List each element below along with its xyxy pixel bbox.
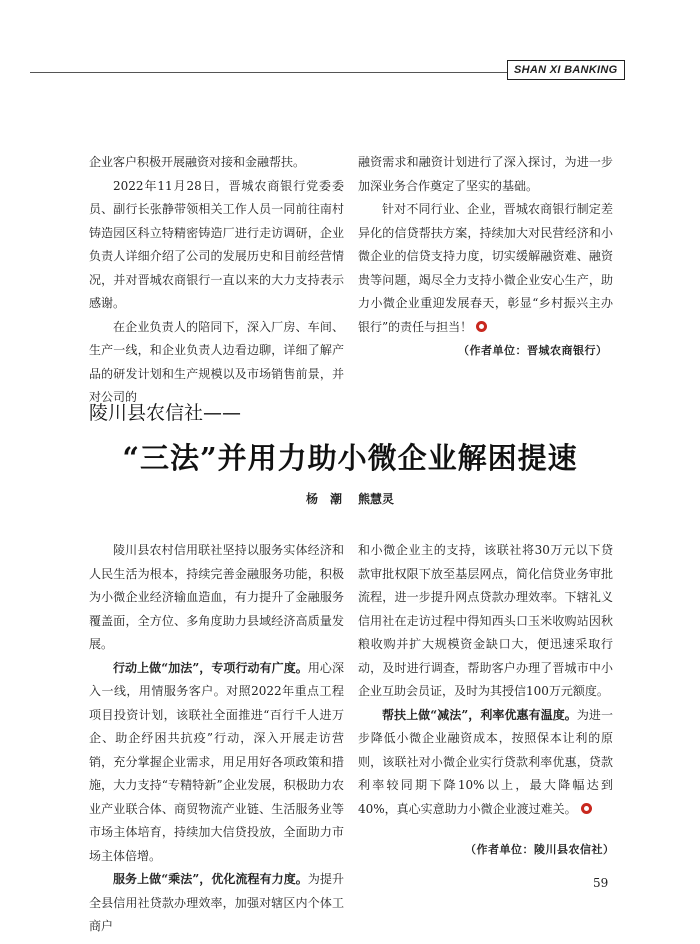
- article2-right-p1: 和小微企业主的支持，该联社将30万元以下贷款审批权限下放至基层网点，简化信贷业务审批流程，进一步提升网点贷款办理效率。下辖礼义信用社在走访过程中得知西头口玉米收购站因秋粮收购并扩大规模资金缺口大，便迅速采取行动，及时进行调查，帮助客户办理了晋城市中小企业互助会员证，及时为其授信100万元额度。: [358, 543, 613, 698]
- running-header: SHAN XI BANKING: [507, 60, 625, 80]
- article1-left-p3: 在企业负责人的陪同下，深入厂房、车间、生产一线，和企业负责人边看边聊，详细了解产品的研发计划和生产规模以及市场销售前景，并对公司的: [89, 319, 344, 404]
- article1-right-column: [358, 151, 613, 339]
- article2-kicker: 陵川县农信社——: [89, 402, 242, 424]
- section-lead: 服务上做“乘法”，优化流程有力度。: [113, 872, 308, 886]
- article1-author: （作者单位：晋城农商银行）: [458, 344, 608, 357]
- article2-author: （作者单位：陵川县农信社）: [465, 843, 615, 856]
- article1-left-p1: 企业客户积极开展融资对接和金融帮扶。: [89, 155, 306, 169]
- article2-byline: [0, 490, 700, 507]
- author-name: 熊慧灵: [358, 492, 395, 506]
- article2-right-column: [358, 539, 613, 821]
- section-lead: 帮扶上做“减法”，利率优惠有温度。: [382, 707, 577, 722]
- article1-left-p2: 2022年11月28日，晋城农商银行党委委员、副行长张静带领相关工作人员一同前往南村铸造园区科立特精密铸造厂进行走访调研，企业负责人详细介绍了公司的发展历史和目前经营情况，并对晋城农商银行一直以来的大力支持表示感谢。: [89, 178, 344, 310]
- page-number: 59: [593, 876, 609, 890]
- section-lead: 行动上做“加法”，专项行动有广度。: [113, 660, 308, 675]
- bank-logo-icon: [581, 803, 592, 814]
- article2-title: “三法”并用力助小微企业解困提速: [122, 441, 578, 475]
- article1-right-p2: [358, 198, 613, 339]
- article2-right-p2: 帮扶上做“减法”，利率优惠有温度。为进一步降低小微企业融资成本，按照保本让利的原则，该联社对小微企业实行贷款利率优惠，贷款利率较同期下降10%以上，最大降幅达到40%，真心实意助力小微企业渡过难关。: [358, 707, 613, 816]
- article1-right-p1: 融资需求和融资计划进行了深入探讨，为进一步加深业务合作奠定了坚实的基础。: [358, 155, 613, 193]
- article1-right-p2-text: 针对不同行业、企业，晋城农商银行制定差异化的信贷帮扶方案，持续加大对民营经济和小微企业的信贷支持力度，切实缓解融资难、融资贵等问题，竭尽全力支持小微企业安心生产，助力小微企业重迎发展春天，彰显“乡村振兴主办银行”的责任与担当！: [358, 202, 613, 334]
- article2-left-p2: 行动上做“加法”，专项行动有广度。用心深入一线，用情服务客户。对照2022年重点工程项目投资计划，该联社全面推进“百行千人进万企、助企纾困共抗疫”行动，深入开展走访营销，充分掌握企业需求，用足用好各项政策和措施，大力支持“专精特新”企业发展，积极助力农业产业联合体、商贸物流产业链、生活服务业等市场主体培育，持续加大信贷投放，全面助力市场主体倍增。: [89, 660, 344, 863]
- bank-logo-icon: [476, 321, 487, 332]
- article2-left-p3: 服务上做“乘法”，优化流程有力度。为提升全县信用社贷款办理效率，加强对辖区内个体工商户: [89, 872, 344, 933]
- article1-left-column: [89, 151, 344, 410]
- article2-left-p1: 陵川县农村信用联社坚持以服务实体经济和人民生活为根本，持续完善金融服务功能，积极为小微企业经济输血造血，有力提升了金融服务覆盖面，全方位、多角度助力县域经济高质量发展。: [89, 543, 344, 651]
- author-name: 杨 潮: [305, 492, 342, 506]
- article2-left-column: [89, 539, 344, 939]
